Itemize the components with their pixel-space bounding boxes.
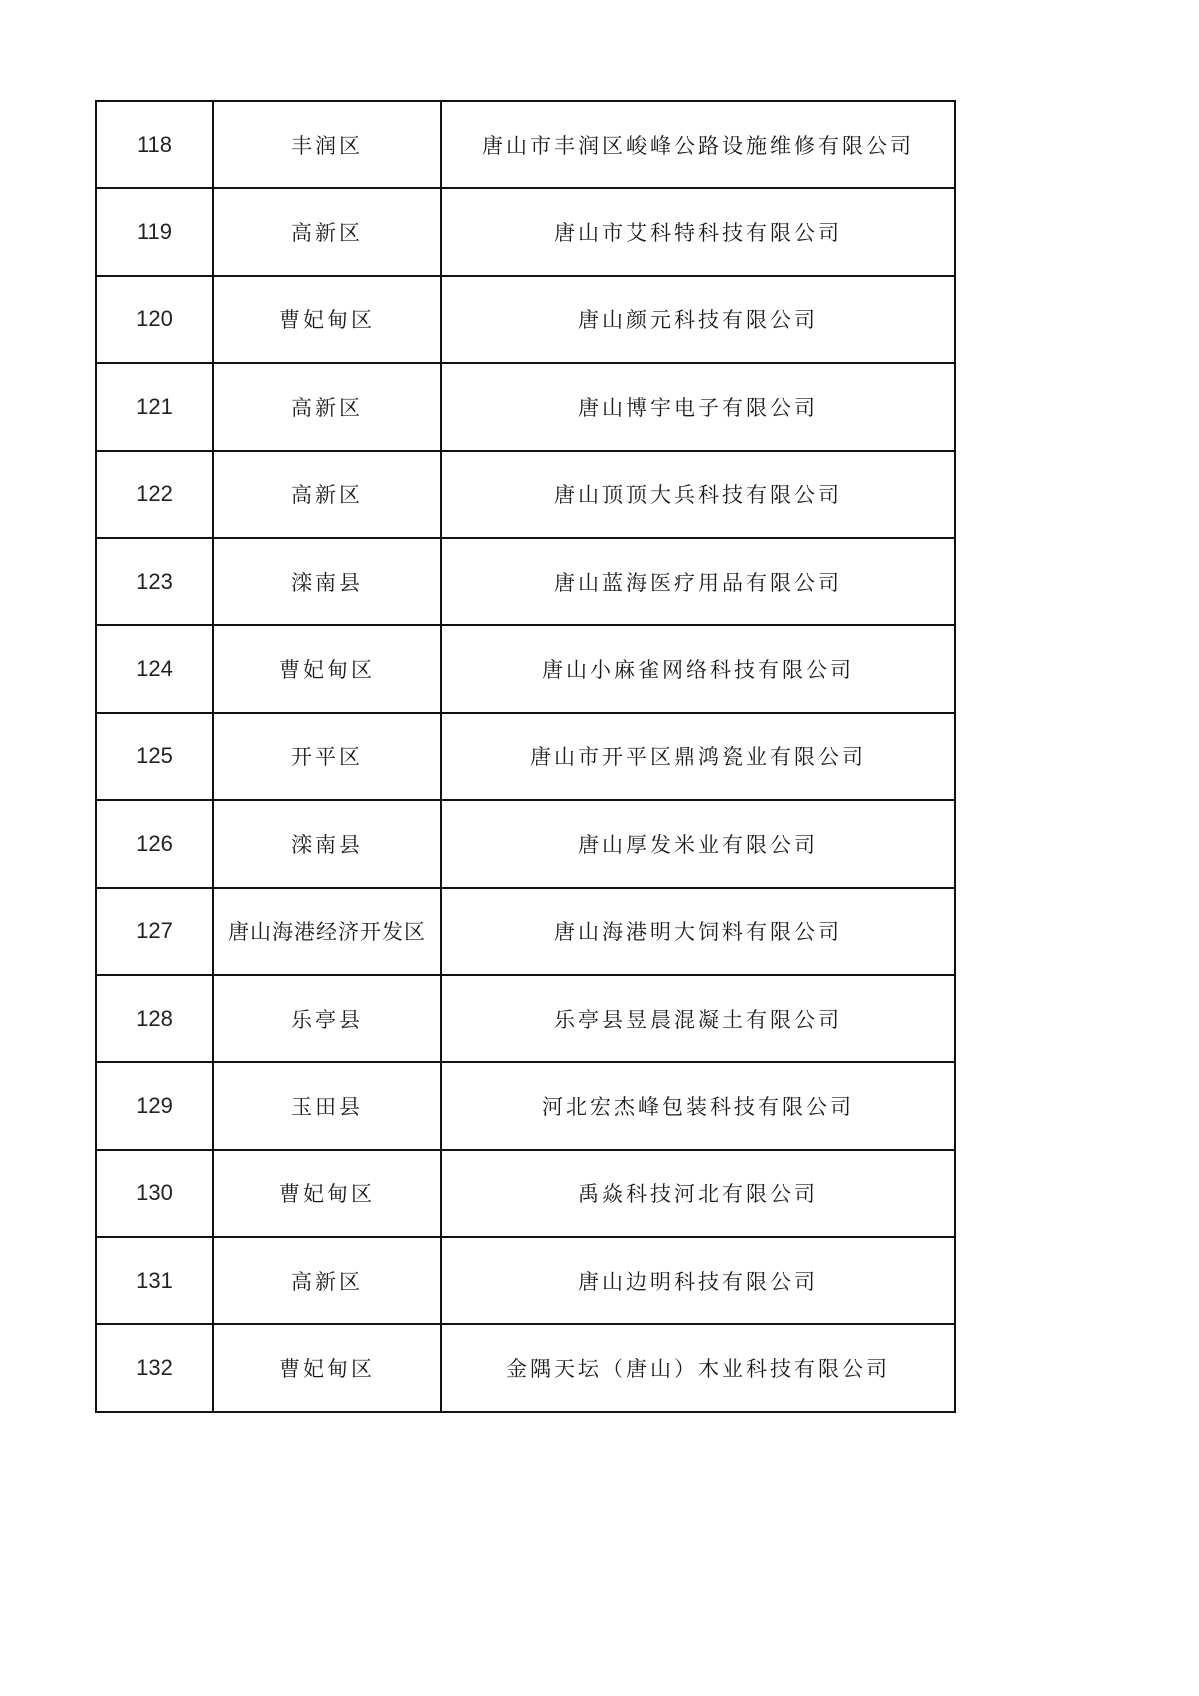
table-row xyxy=(96,101,955,188)
company-list-table xyxy=(95,100,956,1413)
district-cell: 玉田县 xyxy=(213,1062,441,1149)
row-number: 118 xyxy=(96,101,213,188)
row-number: 131 xyxy=(96,1237,213,1324)
row-number: 120 xyxy=(96,276,213,363)
row-number: 132 xyxy=(96,1324,213,1411)
row-number: 130 xyxy=(96,1150,213,1237)
table-row xyxy=(96,1237,955,1324)
company-cell: 唐山博宇电子有限公司 xyxy=(441,363,955,450)
row-number: 125 xyxy=(96,713,213,800)
company-cell: 唐山海港明大饲料有限公司 xyxy=(441,888,955,975)
district-cell: 滦南县 xyxy=(213,538,441,625)
row-number: 124 xyxy=(96,625,213,712)
company-cell: 禹焱科技河北有限公司 xyxy=(441,1150,955,1237)
company-cell: 唐山颜元科技有限公司 xyxy=(441,276,955,363)
table-row xyxy=(96,188,955,275)
company-cell: 唐山厚发米业有限公司 xyxy=(441,800,955,887)
table-row xyxy=(96,451,955,538)
district-cell: 开平区 xyxy=(213,713,441,800)
table-row xyxy=(96,538,955,625)
district-cell: 滦南县 xyxy=(213,800,441,887)
company-cell: 唐山边明科技有限公司 xyxy=(441,1237,955,1324)
row-number: 129 xyxy=(96,1062,213,1149)
district-cell: 高新区 xyxy=(213,451,441,538)
row-number: 123 xyxy=(96,538,213,625)
table-row xyxy=(96,975,955,1062)
district-cell: 曹妃甸区 xyxy=(213,276,441,363)
company-cell: 河北宏杰峰包装科技有限公司 xyxy=(441,1062,955,1149)
row-number: 122 xyxy=(96,451,213,538)
district-cell: 曹妃甸区 xyxy=(213,625,441,712)
table-row xyxy=(96,1062,955,1149)
table-row xyxy=(96,713,955,800)
table-row xyxy=(96,1150,955,1237)
row-number: 127 xyxy=(96,888,213,975)
table-row xyxy=(96,888,955,975)
company-cell: 唐山小麻雀网络科技有限公司 xyxy=(441,625,955,712)
row-number: 126 xyxy=(96,800,213,887)
table-row xyxy=(96,800,955,887)
table-row xyxy=(96,1324,955,1411)
table-row xyxy=(96,363,955,450)
district-cell: 曹妃甸区 xyxy=(213,1324,441,1411)
company-cell: 唐山市开平区鼎鸿瓷业有限公司 xyxy=(441,713,955,800)
row-number: 128 xyxy=(96,975,213,1062)
company-cell: 唐山市艾科特科技有限公司 xyxy=(441,188,955,275)
company-cell: 唐山市丰润区峻峰公路设施维修有限公司 xyxy=(441,101,955,188)
company-cell: 唐山蓝海医疗用品有限公司 xyxy=(441,538,955,625)
row-number: 119 xyxy=(96,188,213,275)
district-cell: 曹妃甸区 xyxy=(213,1150,441,1237)
district-cell: 高新区 xyxy=(213,1237,441,1324)
district-cell: 丰润区 xyxy=(213,101,441,188)
district-cell: 乐亭县 xyxy=(213,975,441,1062)
company-cell: 乐亭县昱晨混凝土有限公司 xyxy=(441,975,955,1062)
table-row xyxy=(96,276,955,363)
table-row xyxy=(96,625,955,712)
company-cell: 唐山顶顶大兵科技有限公司 xyxy=(441,451,955,538)
district-cell: 唐山海港经济开发区 xyxy=(213,888,441,975)
district-cell: 高新区 xyxy=(213,188,441,275)
company-cell: 金隅天坛（唐山）木业科技有限公司 xyxy=(441,1324,955,1411)
district-cell: 高新区 xyxy=(213,363,441,450)
row-number: 121 xyxy=(96,363,213,450)
